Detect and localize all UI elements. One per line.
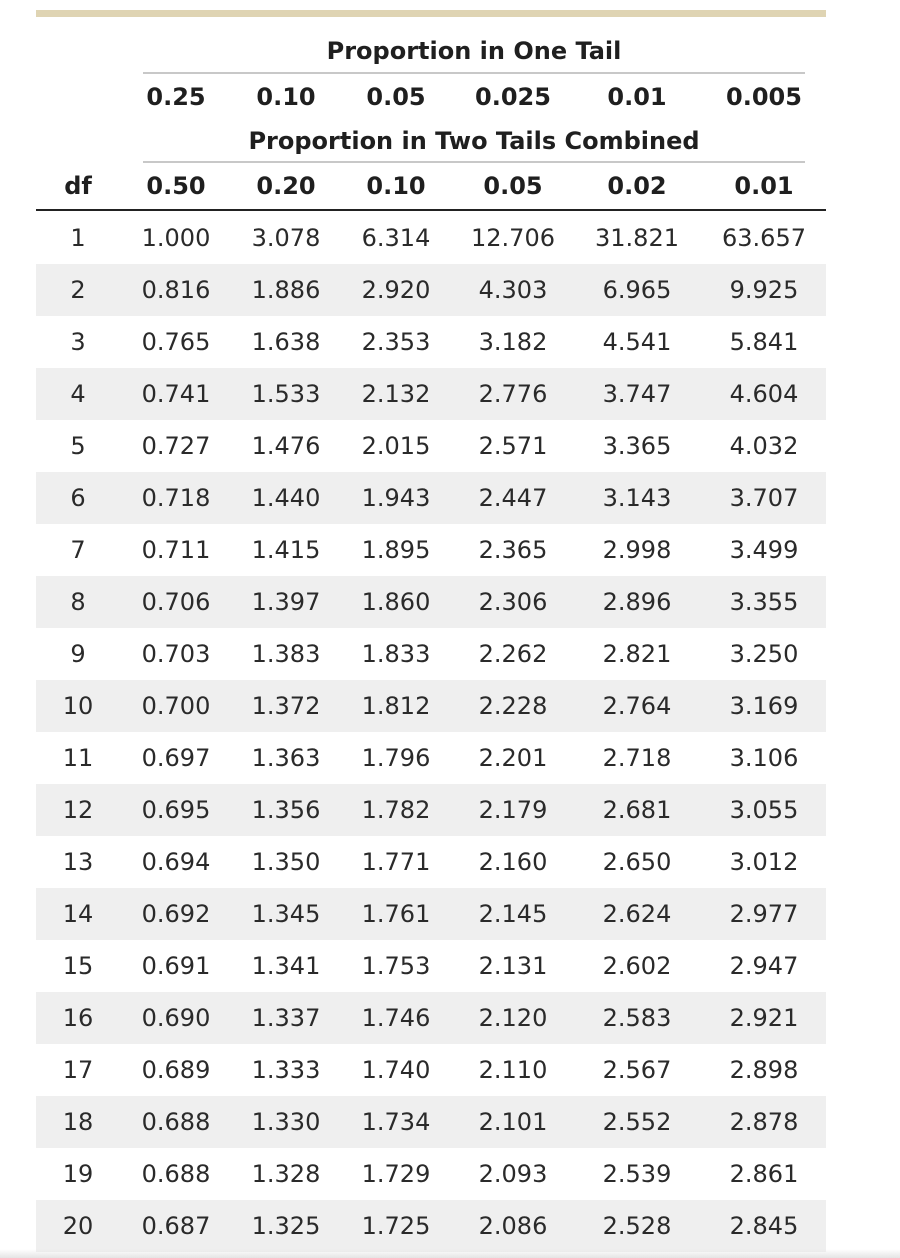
value-cell-col-050: 1.000: [141, 224, 211, 252]
accent-bar: [36, 10, 826, 17]
value-cell-col-001: 3.012: [729, 848, 799, 876]
table-row: [36, 680, 826, 732]
value-cell-col-050: 0.687: [141, 1212, 211, 1240]
df-cell: 6: [70, 484, 86, 512]
df-cell: 16: [62, 1004, 94, 1032]
table-row: [36, 1148, 826, 1200]
value-cell-col-010: 1.796: [361, 744, 431, 772]
value-cell-col-002: 2.764: [602, 692, 672, 720]
value-cell-col-001: 3.250: [729, 640, 799, 668]
two-tail-title: Proportion in Two Tails Combined: [248, 127, 700, 155]
table-row: [36, 1096, 826, 1148]
two-tail-col-4: 0.05: [483, 172, 543, 200]
two-tail-col-3: 0.10: [366, 172, 426, 200]
df-cell: 10: [62, 692, 94, 720]
value-cell-col-020: 1.337: [251, 1004, 321, 1032]
one-tail-header-row: [36, 79, 826, 115]
value-cell-col-001: 2.977: [729, 900, 799, 928]
value-cell-col-005: 3.182: [478, 328, 548, 356]
df-cell: 4: [70, 380, 86, 408]
df-cell: 7: [70, 536, 86, 564]
df-cell: 14: [62, 900, 94, 928]
value-cell-col-020: 1.333: [251, 1056, 321, 1084]
one-tail-divider: [143, 72, 805, 74]
value-cell-col-050: 0.690: [141, 1004, 211, 1032]
table-row: [36, 1200, 826, 1252]
value-cell-col-020: 1.397: [251, 588, 321, 616]
one-tail-col-5: 0.01: [607, 83, 667, 111]
value-cell-col-020: 1.415: [251, 536, 321, 564]
table-row: [36, 472, 826, 524]
one-tail-col-1: 0.25: [146, 83, 206, 111]
value-cell-col-050: 0.706: [141, 588, 211, 616]
table-row: [36, 316, 826, 368]
df-cell: 9: [70, 640, 86, 668]
value-cell-col-001: 3.169: [729, 692, 799, 720]
one-tail-col-3: 0.05: [366, 83, 426, 111]
df-header: df: [64, 172, 92, 200]
value-cell-col-005: 2.179: [478, 796, 548, 824]
value-cell-col-020: 3.078: [251, 224, 321, 252]
value-cell-col-002: 3.365: [602, 432, 672, 460]
value-cell-col-002: 2.552: [602, 1108, 672, 1136]
value-cell-col-002: 2.624: [602, 900, 672, 928]
value-cell-col-010: 2.132: [361, 380, 431, 408]
value-cell-col-010: 2.353: [361, 328, 431, 356]
table-row: [36, 628, 826, 680]
table-row: [36, 784, 826, 836]
value-cell-col-005: 2.110: [478, 1056, 548, 1084]
table-row: [36, 524, 826, 576]
value-cell-col-010: 1.895: [361, 536, 431, 564]
value-cell-col-050: 0.694: [141, 848, 211, 876]
value-cell-col-005: 2.120: [478, 1004, 548, 1032]
value-cell-col-050: 0.703: [141, 640, 211, 668]
t-table-body: [36, 212, 826, 1252]
value-cell-col-050: 0.692: [141, 900, 211, 928]
value-cell-col-050: 0.691: [141, 952, 211, 980]
value-cell-col-005: 2.776: [478, 380, 548, 408]
table-row: [36, 264, 826, 316]
table-row: [36, 992, 826, 1044]
table-row: [36, 940, 826, 992]
value-cell-col-020: 1.341: [251, 952, 321, 980]
value-cell-col-002: 2.583: [602, 1004, 672, 1032]
value-cell-col-002: 2.998: [602, 536, 672, 564]
value-cell-col-010: 1.761: [361, 900, 431, 928]
value-cell-col-010: 2.015: [361, 432, 431, 460]
value-cell-col-005: 12.706: [471, 224, 555, 252]
value-cell-col-005: 2.365: [478, 536, 548, 564]
value-cell-col-001: 63.657: [722, 224, 806, 252]
two-tail-header-row: [36, 168, 826, 204]
value-cell-col-002: 2.528: [602, 1212, 672, 1240]
table-row: [36, 1044, 826, 1096]
value-cell-col-050: 0.689: [141, 1056, 211, 1084]
df-cell: 2: [70, 276, 86, 304]
value-cell-col-002: 2.681: [602, 796, 672, 824]
value-cell-col-050: 0.688: [141, 1160, 211, 1188]
value-cell-col-010: 1.782: [361, 796, 431, 824]
df-cell: 8: [70, 588, 86, 616]
value-cell-col-005: 2.145: [478, 900, 548, 928]
value-cell-col-020: 1.363: [251, 744, 321, 772]
value-cell-col-002: 2.896: [602, 588, 672, 616]
value-cell-col-020: 1.372: [251, 692, 321, 720]
value-cell-col-005: 2.086: [478, 1212, 548, 1240]
value-cell-col-001: 2.947: [729, 952, 799, 980]
value-cell-col-001: 2.921: [729, 1004, 799, 1032]
value-cell-col-001: 4.032: [729, 432, 799, 460]
value-cell-col-002: 6.965: [602, 276, 672, 304]
value-cell-col-010: 1.771: [361, 848, 431, 876]
value-cell-col-010: 1.943: [361, 484, 431, 512]
value-cell-col-001: 3.106: [729, 744, 799, 772]
two-tail-col-5: 0.02: [607, 172, 667, 200]
df-cell: 11: [62, 744, 94, 772]
df-cell: 20: [62, 1212, 94, 1240]
value-cell-col-001: 3.707: [729, 484, 799, 512]
df-cell: 12: [62, 796, 94, 824]
value-cell-col-002: 31.821: [595, 224, 679, 252]
value-cell-col-005: 2.201: [478, 744, 548, 772]
value-cell-col-005: 2.228: [478, 692, 548, 720]
value-cell-col-010: 1.753: [361, 952, 431, 980]
table-row: [36, 212, 826, 264]
value-cell-col-005: 2.093: [478, 1160, 548, 1188]
value-cell-col-020: 1.330: [251, 1108, 321, 1136]
header-divider: [36, 209, 826, 211]
value-cell-col-005: 2.131: [478, 952, 548, 980]
table-row: [36, 368, 826, 420]
value-cell-col-002: 2.821: [602, 640, 672, 668]
value-cell-col-005: 4.303: [478, 276, 548, 304]
two-tail-col-1: 0.50: [146, 172, 206, 200]
value-cell-col-005: 2.160: [478, 848, 548, 876]
df-cell: 15: [62, 952, 94, 980]
value-cell-col-010: 1.734: [361, 1108, 431, 1136]
value-cell-col-002: 4.541: [602, 328, 672, 356]
value-cell-col-001: 2.878: [729, 1108, 799, 1136]
value-cell-col-010: 1.812: [361, 692, 431, 720]
value-cell-col-020: 1.476: [251, 432, 321, 460]
value-cell-col-010: 1.746: [361, 1004, 431, 1032]
df-cell: 17: [62, 1056, 94, 1084]
value-cell-col-002: 2.718: [602, 744, 672, 772]
value-cell-col-050: 0.765: [141, 328, 211, 356]
value-cell-col-001: 2.861: [729, 1160, 799, 1188]
df-cell: 19: [62, 1160, 94, 1188]
value-cell-col-020: 1.350: [251, 848, 321, 876]
value-cell-col-005: 2.262: [478, 640, 548, 668]
value-cell-col-020: 1.383: [251, 640, 321, 668]
two-tail-divider: [143, 161, 805, 163]
value-cell-col-010: 6.314: [361, 224, 431, 252]
value-cell-col-001: 4.604: [729, 380, 799, 408]
value-cell-col-002: 2.539: [602, 1160, 672, 1188]
value-cell-col-005: 2.306: [478, 588, 548, 616]
value-cell-col-050: 0.695: [141, 796, 211, 824]
value-cell-col-020: 1.440: [251, 484, 321, 512]
one-tail-col-4: 0.025: [475, 83, 551, 111]
value-cell-col-005: 2.101: [478, 1108, 548, 1136]
table-row: [36, 732, 826, 784]
value-cell-col-002: 2.650: [602, 848, 672, 876]
value-cell-col-005: 2.571: [478, 432, 548, 460]
df-cell: 3: [70, 328, 86, 356]
table-row: [36, 420, 826, 472]
value-cell-col-001: 2.898: [729, 1056, 799, 1084]
bottom-fade: [0, 1249, 900, 1258]
one-tail-title: Proportion in One Tail: [326, 37, 622, 65]
value-cell-col-010: 2.920: [361, 276, 431, 304]
value-cell-col-020: 1.328: [251, 1160, 321, 1188]
value-cell-col-005: 2.447: [478, 484, 548, 512]
value-cell-col-002: 3.143: [602, 484, 672, 512]
value-cell-col-020: 1.345: [251, 900, 321, 928]
value-cell-col-010: 1.833: [361, 640, 431, 668]
two-tail-col-6: 0.01: [734, 172, 794, 200]
value-cell-col-002: 2.567: [602, 1056, 672, 1084]
df-cell: 1: [70, 224, 86, 252]
value-cell-col-050: 0.816: [141, 276, 211, 304]
value-cell-col-001: 3.055: [729, 796, 799, 824]
value-cell-col-010: 1.860: [361, 588, 431, 616]
table-row: [36, 836, 826, 888]
value-cell-col-010: 1.729: [361, 1160, 431, 1188]
value-cell-col-002: 3.747: [602, 380, 672, 408]
value-cell-col-020: 1.886: [251, 276, 321, 304]
value-cell-col-010: 1.740: [361, 1056, 431, 1084]
value-cell-col-050: 0.688: [141, 1108, 211, 1136]
value-cell-col-050: 0.727: [141, 432, 211, 460]
table-row: [36, 576, 826, 628]
value-cell-col-020: 1.533: [251, 380, 321, 408]
value-cell-col-010: 1.725: [361, 1212, 431, 1240]
one-tail-col-2: 0.10: [256, 83, 316, 111]
value-cell-col-001: 9.925: [729, 276, 799, 304]
value-cell-col-001: 3.355: [729, 588, 799, 616]
value-cell-col-050: 0.741: [141, 380, 211, 408]
df-cell: 5: [70, 432, 86, 460]
value-cell-col-020: 1.325: [251, 1212, 321, 1240]
value-cell-col-050: 0.711: [141, 536, 211, 564]
value-cell-col-050: 0.718: [141, 484, 211, 512]
value-cell-col-001: 2.845: [729, 1212, 799, 1240]
two-tail-col-2: 0.20: [256, 172, 316, 200]
value-cell-col-050: 0.697: [141, 744, 211, 772]
table-row: [36, 888, 826, 940]
value-cell-col-020: 1.638: [251, 328, 321, 356]
value-cell-col-020: 1.356: [251, 796, 321, 824]
df-cell: 18: [62, 1108, 94, 1136]
one-tail-col-6: 0.005: [726, 83, 802, 111]
value-cell-col-001: 3.499: [729, 536, 799, 564]
value-cell-col-002: 2.602: [602, 952, 672, 980]
value-cell-col-001: 5.841: [729, 328, 799, 356]
df-cell: 13: [62, 848, 94, 876]
value-cell-col-050: 0.700: [141, 692, 211, 720]
